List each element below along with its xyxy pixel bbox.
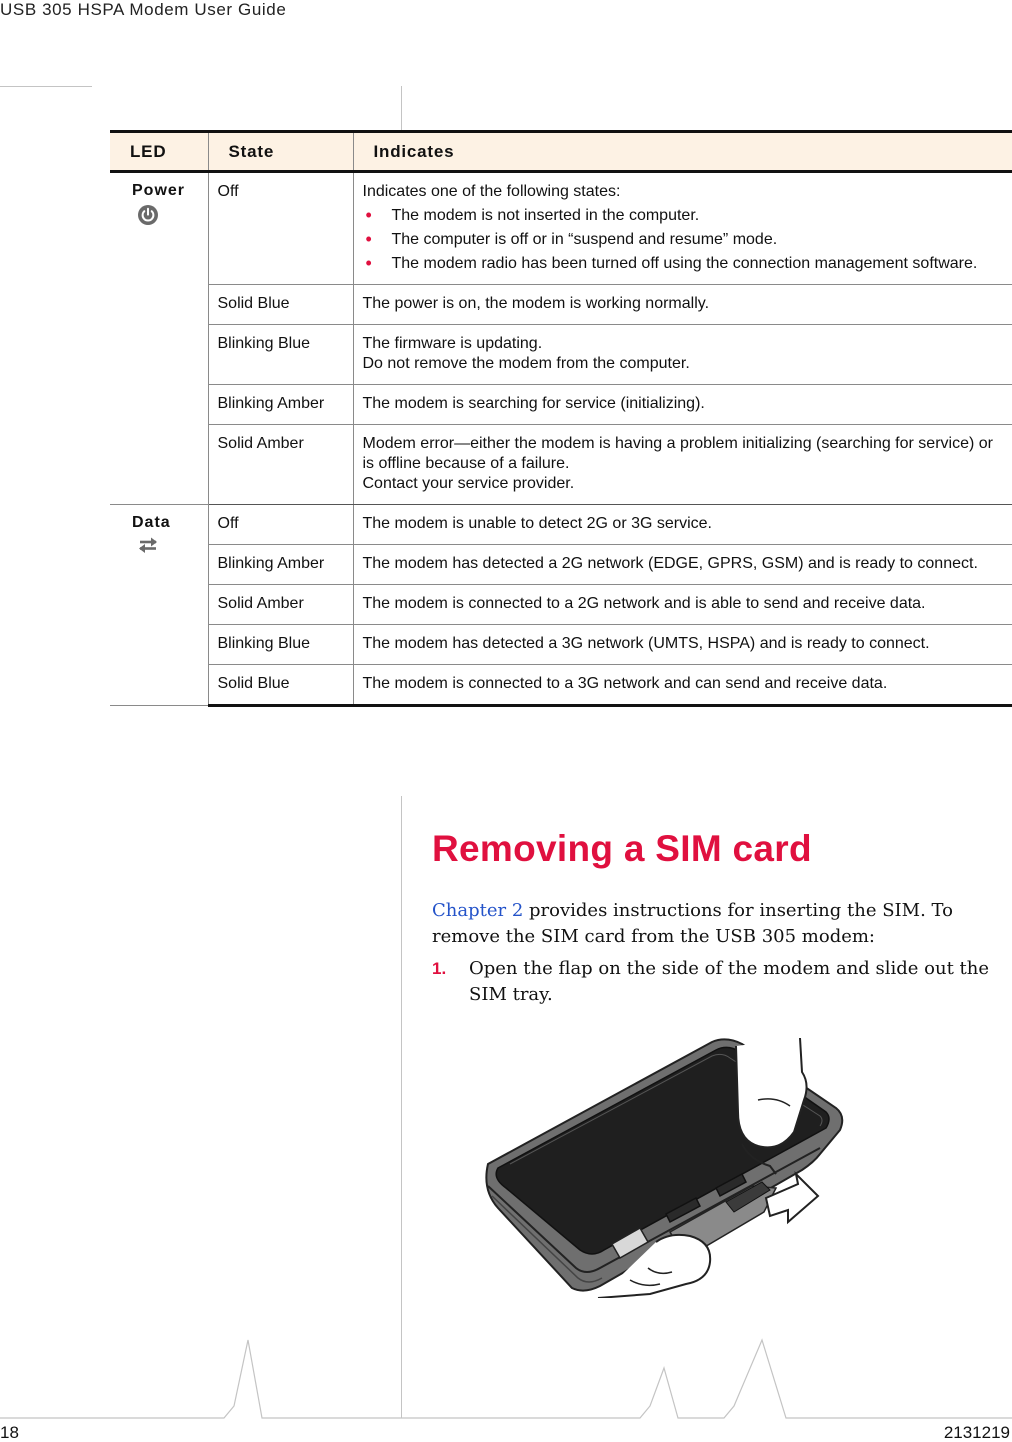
- header-indicates: Indicates: [353, 132, 1012, 172]
- table-row: [110, 545, 1012, 585]
- table-row: [110, 425, 1012, 505]
- indicates-line: Modem error—either the modem is having a problem initializing (searching for service) or is offline because of a failure.: [362, 435, 993, 472]
- led-name: Data: [132, 514, 171, 531]
- indicates-cell: The modem is unable to detect 2G or 3G service.: [353, 505, 1012, 545]
- led-name: Power: [132, 182, 186, 199]
- indicates-line: Contact your service provider.: [362, 475, 575, 492]
- indicates-cell: The power is on, the modem is working normally.: [353, 285, 1012, 325]
- bullet-icon: •: [365, 253, 372, 273]
- header-state: State: [208, 132, 353, 172]
- bullet-text: The computer is off or in “suspend and resume” mode.: [391, 231, 778, 248]
- table-row: [110, 665, 1012, 706]
- state-cell: Blinking Amber: [208, 385, 353, 425]
- column-rule-bottom: [401, 796, 402, 1418]
- section-heading: Removing a SIM card: [432, 828, 812, 869]
- bullet-text: The modem radio has been turned off using the connection management software.: [391, 255, 978, 272]
- indicates-cell: The modem has detected a 2G network (EDGE, GPRS, GSM) and is ready to connect.: [353, 545, 1012, 585]
- state-cell: Solid Amber: [208, 425, 353, 505]
- bullet-icon: •: [365, 229, 372, 249]
- state-cell: Off: [208, 505, 353, 545]
- data-transfer-icon: [137, 536, 159, 554]
- table-row: [110, 385, 1012, 425]
- indicates-cell: [353, 425, 1012, 505]
- power-icon: [137, 204, 159, 226]
- led-status-table: [110, 130, 1012, 707]
- header-led: LED: [110, 132, 208, 172]
- table-row: [110, 505, 1012, 545]
- indicates-cell: [353, 325, 1012, 385]
- indicates-cell: The modem is searching for service (initializing).: [353, 385, 1012, 425]
- table-row: [110, 585, 1012, 625]
- indicates-text: Indicates one of the following states:: [362, 183, 621, 200]
- list-item: [363, 230, 1005, 250]
- table-row: [110, 325, 1012, 385]
- state-cell: Solid Amber: [208, 585, 353, 625]
- bullet-icon: •: [365, 205, 372, 225]
- document-number: 2131219: [943, 1423, 1010, 1442]
- page-number: 18: [0, 1423, 19, 1442]
- state-cell: Off: [208, 172, 353, 285]
- header-rule: [0, 86, 92, 87]
- column-rule-top: [401, 86, 402, 130]
- indicates-cell: The modem has detected a 3G network (UMTS, HSPA) and is ready to connect.: [353, 625, 1012, 665]
- step-item: [432, 956, 1007, 1008]
- footer-decoration: [0, 1336, 1012, 1422]
- state-cell: Blinking Blue: [208, 625, 353, 665]
- table-row: [110, 172, 1012, 285]
- table-row: [110, 285, 1012, 325]
- indicates-cell: [353, 172, 1012, 285]
- table-row: [110, 625, 1012, 665]
- indicates-cell: The modem is connected to a 3G network and can send and receive data.: [353, 665, 1012, 706]
- indicates-cell: The modem is connected to a 2G network and is able to send and receive data.: [353, 585, 1012, 625]
- step-text: Open the flap on the side of the modem and slide out the SIM tray.: [469, 958, 990, 1005]
- modem-sim-removal-illustration: [480, 1036, 850, 1298]
- indicates-line: The firmware is updating.: [362, 335, 543, 352]
- running-header: USB 305 HSPA Modem User Guide: [0, 0, 287, 19]
- led-data-cell: [110, 505, 208, 706]
- state-cell: Solid Blue: [208, 285, 353, 325]
- bullet-text: The modem is not inserted in the computer.: [391, 207, 700, 224]
- list-item: [363, 254, 1005, 274]
- intro-text: provides instructions for inserting the SIM. To remove the SIM card from the USB 305 modem:: [432, 900, 953, 947]
- state-cell: Blinking Amber: [208, 545, 353, 585]
- step-number: 1.: [432, 959, 447, 978]
- table-header-row: [110, 132, 1012, 172]
- chapter-2-link[interactable]: Chapter 2: [432, 900, 524, 921]
- indicates-line: Do not remove the modem from the computer.: [362, 355, 690, 372]
- state-cell: Blinking Blue: [208, 325, 353, 385]
- state-cell: Solid Blue: [208, 665, 353, 706]
- list-item: [363, 206, 1005, 226]
- intro-paragraph: [432, 898, 992, 950]
- led-power-cell: [110, 172, 208, 505]
